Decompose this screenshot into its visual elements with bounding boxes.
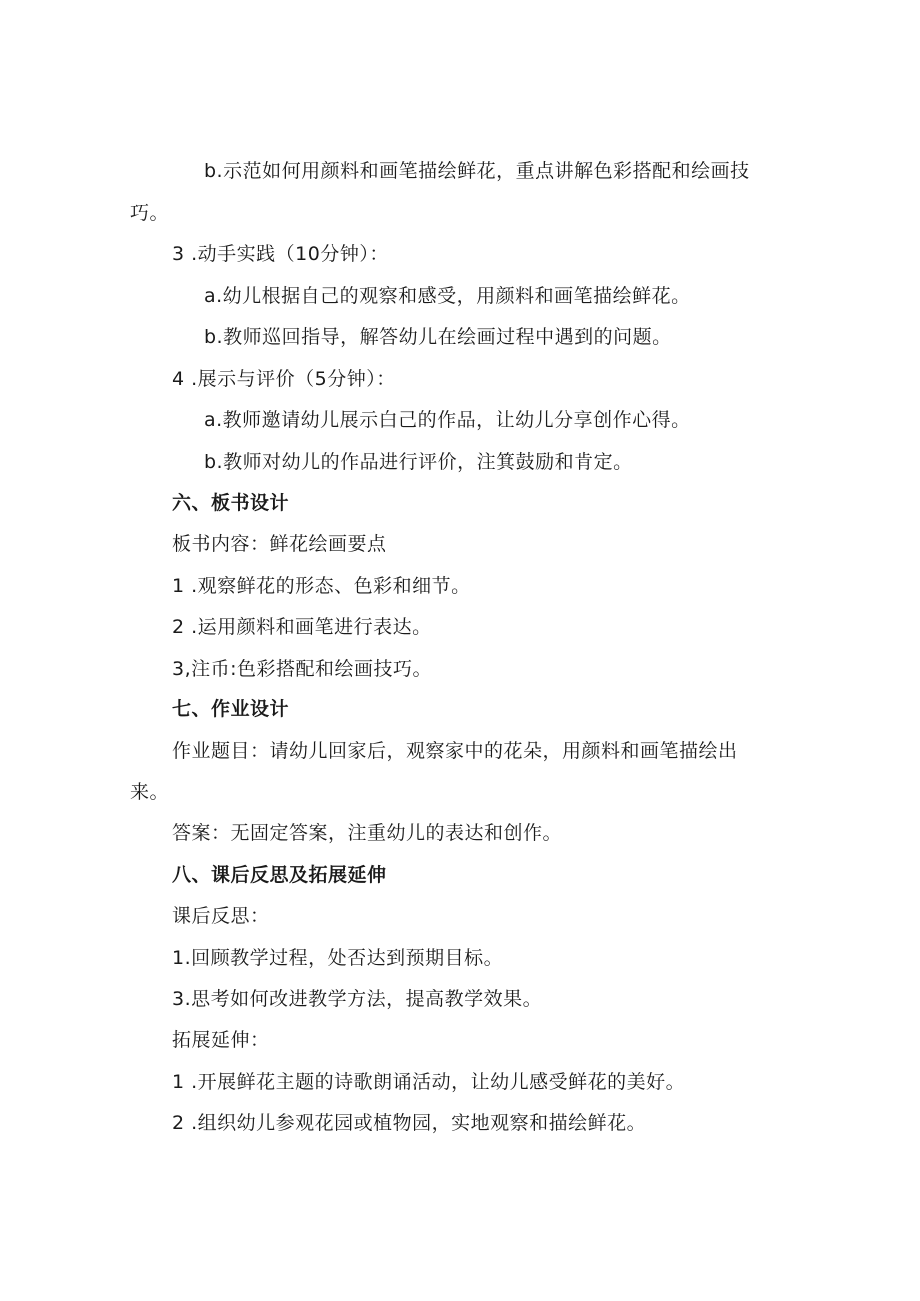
paragraph-step3b: b.教师巡回指导，解答幼儿在绘画过程中遇到的问题。 — [204, 326, 672, 348]
list-item-step3: 3 .动手实践（10分钟）： — [172, 243, 389, 265]
homework-question: 作业题目：请幼儿回家后，观察家中的花朵，用颜料和画笔描绘出 — [172, 740, 738, 762]
board-content-label: 板书内容：鲜花绘画要点 — [172, 533, 387, 555]
section-heading-board-design: 六、板书设计 — [172, 492, 290, 514]
board-item-1: 1 .观察鲜花的形态、色彩和细节。 — [172, 575, 471, 597]
board-item-3: 3,注币:色彩搭配和绘画技巧。 — [172, 658, 433, 680]
extension-label: 拓展延伸： — [172, 1029, 270, 1051]
reflection-item-2: 3.思考如何改进教学方法，提高教学效果。 — [172, 988, 543, 1010]
extension-item-2: 2 .组织幼儿参观花园或植物园，实地观察和描绘鲜花。 — [172, 1112, 647, 1134]
homework-question-continuation: 来。 — [130, 781, 170, 803]
reflection-item-1: 1.回顾教学过程，处否达到预期目标。 — [172, 947, 504, 969]
paragraph-step2b: b.示范如何用颜料和画笔描绘鲜花，重点讲解色彩搭配和绘画技 — [204, 160, 750, 182]
section-heading-reflection: 八、课后反思及拓展延伸 — [172, 864, 387, 886]
section-heading-homework: 七、作业设计 — [172, 698, 290, 720]
reflection-label: 课后反思： — [172, 905, 270, 927]
extension-item-1: 1 .开展鲜花主题的诗歌朗诵活动，让幼儿感受鲜花的美好。 — [172, 1071, 686, 1093]
paragraph-step4b: b.教师对幼儿的作品进行评价，注箕鼓励和肯定。 — [204, 451, 633, 473]
paragraph-step2b-continuation: 巧。 — [130, 202, 170, 224]
board-item-2: 2 .运用颜料和画笔进行表达。 — [172, 616, 432, 638]
list-item-step4: 4 .展示与评价（5分钟）： — [172, 368, 396, 390]
homework-answer: 答案：无固定答案，注重幼儿的表达和创作。 — [172, 822, 563, 844]
paragraph-step4a: a.教师邀请幼儿展示白己的作品，让幼儿分享创作心得。 — [204, 409, 691, 431]
paragraph-step3a: a.幼儿根据自己的观察和感受，用颜料和画笔描绘鲜花。 — [204, 285, 691, 307]
